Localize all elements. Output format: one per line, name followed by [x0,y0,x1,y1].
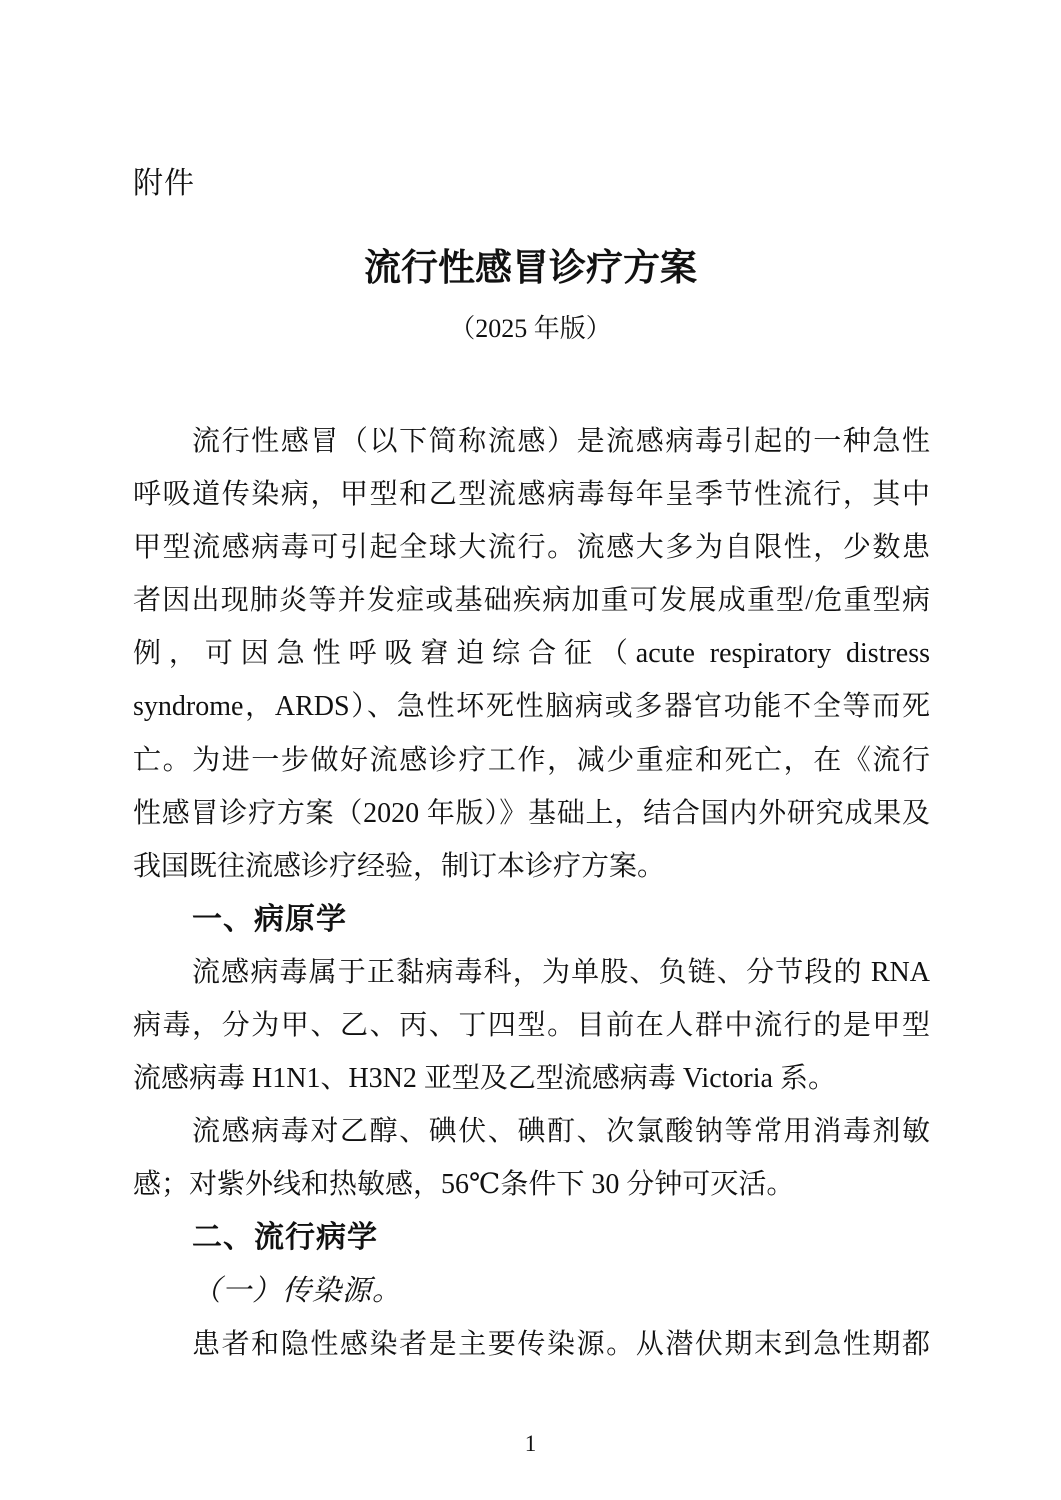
document-subtitle: （2025 年版） [449,314,612,343]
body-line: 流感病毒 H1N1、H3N2 亚型及乙型流感病毒 Victoria 系。 [133,1063,836,1095]
body-line: 患者和隐性感染者是主要传染源。从潜伏期末到急性期都 [192,1328,930,1360]
body-line: 流行性感冒（以下简称流感）是流感病毒引起的一种急性 [192,426,930,457]
body-line: 流感病毒属于正黏病毒科，为单股、负链、分节段的 RNA [192,956,930,988]
body-line: 病毒，分为甲、乙、丙、丁四型。目前在人群中流行的是甲型 [133,1010,930,1042]
attachment-label: 附件 [133,167,195,200]
body-line: 甲型流感病毒可引起全球大流行。流感大多为自限性，少数患 [133,532,930,564]
body-line: 流感病毒对乙醇、碘伏、碘酊、次氯酸钠等常用消毒剂敏 [192,1116,930,1148]
body-line: 者因出现肺炎等并发症或基础疾病加重可发展成重型/危重型病 [133,585,930,617]
body-line: syndrome，ARDS）、急性坏死性脑病或多器官功能不全等而死 [133,691,930,723]
document-title: 流行性感冒诊疗方案 [364,248,697,289]
body-line: 例，可因急性呼吸窘迫综合征（acute respiratory distress [133,638,930,670]
section-heading: 二、流行病学 [192,1221,378,1255]
sub-heading: （一）传染源。 [192,1274,403,1307]
body-line: 呼吸道传染病，甲型和乙型流感病毒每年呈季节性流行，其中 [133,479,930,511]
body-line: 性感冒诊疗方案（2020 年版）》基础上，结合国内外研究成果及 [133,797,930,829]
body-line: 亡。为进一步做好流感诊疗工作，减少重症和死亡，在《流行 [133,744,930,776]
section-heading: 一、病原学 [192,902,347,936]
body-line: 感；对紫外线和热敏感，56℃条件下 30 分钟可灭活。 [133,1169,795,1201]
page-number: 1 [524,1431,537,1456]
body-line: 我国既往流感诊疗经验，制订本诊疗方案。 [133,850,666,882]
document-body [133,415,930,1371]
